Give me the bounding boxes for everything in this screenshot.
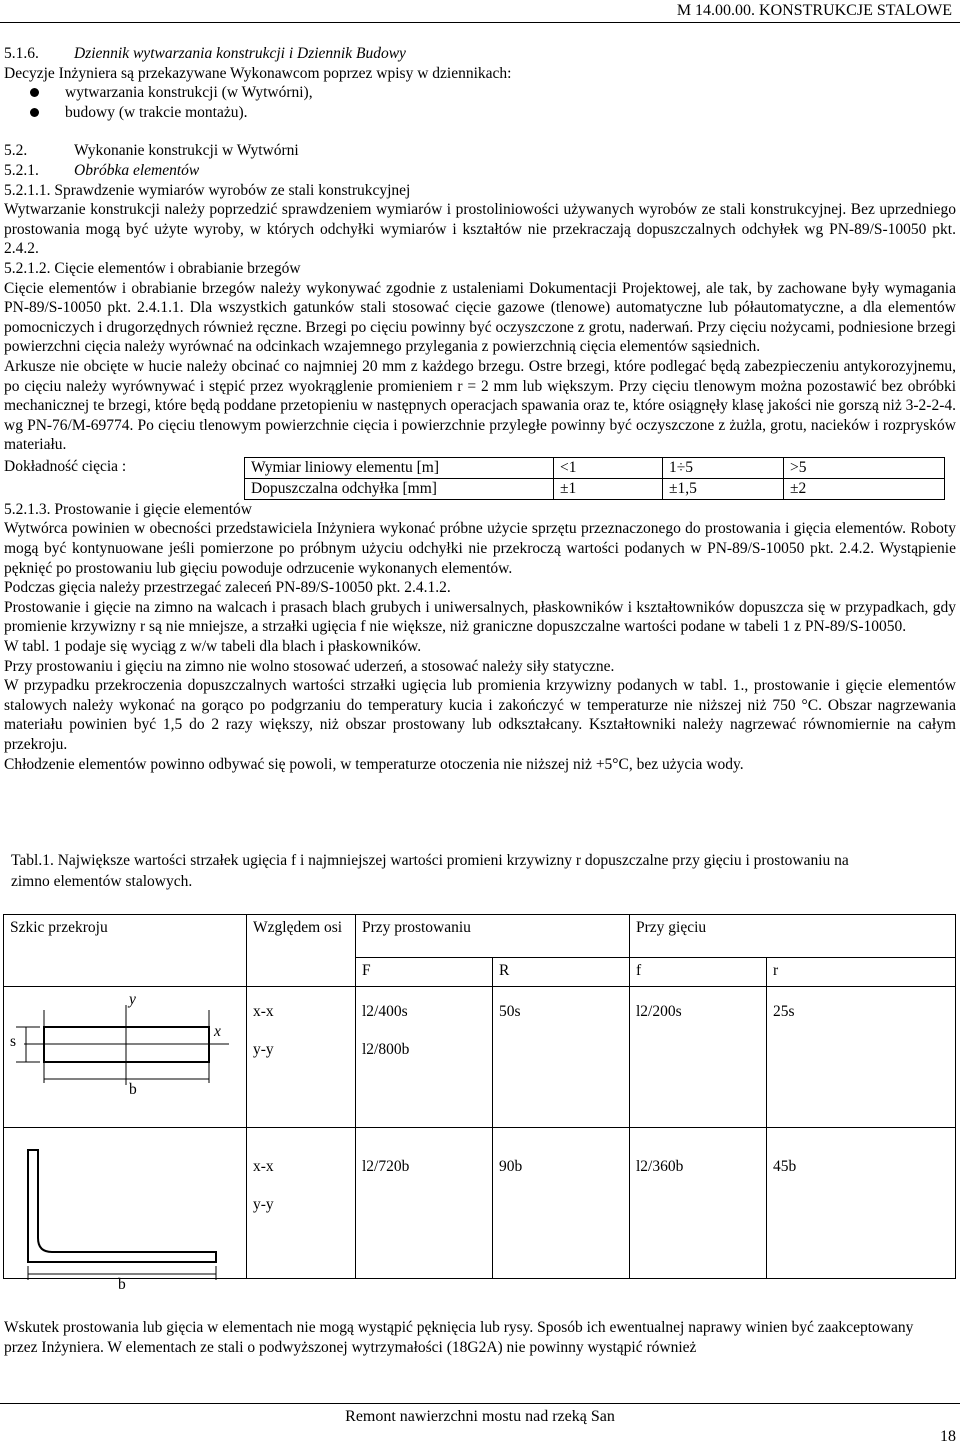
paragraph: Cięcie elementów i obrabianie brzegów należy wykonywać zgodnie z ustaleniami Dokumentacji Projektowej, ale tak, by zachowane były wymagania PN-89/S-10050 pkt. 2.4.1.1. Dla wszystkich gatunków stali stosować cięcie gazowe (tlenowe) automatyczne lub półautomatyczne, a dla elementów pomocniczych i drugorzędnych również ręczne. Brzegi po cięciu powinny być oczyszczone z grotu, naderwań. Przy cięciu nożycami, podniesione brzegi powierzchni cięcia należy wyrównać na odcinkach wzajemnego przylegania z powierzchnią cięcia elementów sąsiednich.: [4, 279, 956, 356]
section-number: 5.2.: [4, 142, 28, 160]
paragraph: Chłodzenie elementów powinno odbywać się powoli, w temperaturze otoczenia nie niższej niż +5°C, bez użycia wody.: [4, 755, 744, 773]
sketch-cell-flat: [4, 987, 247, 1128]
header-cell-straight: Przy prostowaniu: [356, 915, 630, 958]
sketch-cell-angle: [4, 1128, 247, 1293]
section-heading: [4, 161, 956, 181]
table-cell: Wymiar liniowy elementu [m]: [245, 457, 554, 478]
value-f: l2/360b: [630, 1128, 767, 1279]
table-cell: [356, 987, 493, 1128]
axis-xx: x-x: [253, 1158, 274, 1175]
header-cell-sketch: Szkic przekroju: [4, 915, 247, 987]
table-cell: 1÷5: [663, 457, 784, 478]
header-cell-R: R: [493, 958, 630, 987]
paragraph: Przy prostowaniu i gięciu na zimno nie wolno stosować uderzeń, a stosować należy siły statyczne.: [4, 657, 615, 675]
paragraph: Wytwarzanie konstrukcji należy poprzedzić sprawdzeniem wymiarów i prostoliniowości używanych wyrobów ze stali konstrukcyjnej. Bez uprzedniego prostowania mogą być użyte wyroby, w których odchyłki wymiarów i kształtów nie przekraczają dopuszczalnych odchyłek wg PN-89/S-10050 pkt. 2.4.2.: [4, 201, 956, 258]
table-cell: ±1,5: [663, 478, 784, 499]
dim-label-b: b: [129, 1081, 137, 1098]
footer-rule: [0, 1403, 960, 1404]
table-row: [4, 987, 956, 1128]
value-f: l2/200s: [630, 987, 767, 1128]
paragraph: Wytwórca powinien w obecności przedstawiciela Inżyniera wykonać próbne użycie sprzętu przeznaczonego do prostowania i gięcia elementów. Roboty mogą być kontynuowane jeśli pomierzone po próbnym użyciu odchyłki nie przekroczą wartości podanych w PN-89/S-10050 pkt. 2.4.2. Wystąpienie pęknięć po prostowaniu lub gięciu powoduje odrzucenie wykonanych elementów.: [4, 520, 956, 577]
table-header-row: [4, 915, 956, 958]
paragraph: Decyzje Inżyniera są przekazywane Wykonawcom poprzez wpisy w dziennikach:: [4, 64, 512, 82]
paragraph: Podczas gięcia należy przestrzegać zaleceń PN-89/S-10050 pkt. 2.4.1.2.: [4, 579, 451, 597]
header-cell-bend: Przy gięciu: [630, 915, 956, 958]
paragraph: Arkusze nie obcięte w hucie należy obcinać co najmniej 20 mm z każdego brzegu. Ostre brzegi, które podlegać będą zabezpieczeniu antykorozyjnemu, po cięciu należy wyrównywać i stępić przez wyokrąglenie promieniem r = 2 mm lub większym. Przy cięciu tlenowym można pozostawić bez obróbki mechanicznej te brzegi, które będą poddane przetopieniu w następnych operacjach spawania oraz te, które osiągnęły klasę jakości nie gorszą niż 3-2-2-4. wg PN-76/M-69774. Po cięciu tlenowym powierzchnie cięcia i powierzchnie przyległe powinny być oczyszczone z żużla, grotu, nacieków i rozprysków materiału.: [4, 357, 956, 454]
section-number: 5.2.1.: [4, 161, 39, 179]
bullet-icon: [30, 108, 39, 117]
table-cell: [247, 1128, 356, 1279]
axis-label-x: x: [214, 1023, 221, 1040]
value-r: 45b: [767, 1128, 956, 1279]
section-title: Wykonanie konstrukcji w Wytwórni: [74, 142, 299, 160]
axis-yy: y-y: [253, 1041, 274, 1058]
table-row: [245, 457, 945, 478]
value-F: l2/720b: [356, 1128, 493, 1279]
value-r: 25s: [767, 987, 956, 1128]
cutting-accuracy: [4, 455, 956, 500]
page-number: 18: [940, 1428, 956, 1445]
paragraph: Prostowanie i gięcie na zimno na walcach i prasach blach grubych i uniwersalnych, płaskowników i kształtowników dopuszcza się w przypadkach, gdy promienie krzywizny r są nie mniejsze, a strzałki ugięcia f nie większe, niż graniczne dopuszczalne wartości podane w tabeli 1 z PN-89/S-10050.: [4, 598, 956, 636]
axis-label-y: y: [129, 991, 136, 1008]
paragraph: W tabl. 1 podaje się wyciąg z w/w tabeli dla blach i płaskowników.: [4, 638, 422, 656]
header-cell-r: r: [767, 958, 956, 987]
bending-table: [3, 914, 956, 1293]
table-row: [245, 478, 945, 499]
list-item: [4, 103, 956, 123]
value-R: 50s: [493, 987, 630, 1128]
page-footer: Remont nawierzchni mostu nad rzeką San: [345, 1408, 615, 1425]
bullet-icon: [30, 88, 39, 97]
angle-section-sketch: [4, 1128, 240, 1294]
table-row: [4, 1128, 956, 1279]
section-heading: [4, 141, 956, 161]
page-header-title: M 14.00.00. KONSTRUKCJE STALOWE: [676, 2, 952, 19]
list-item-text: wytwarzania konstrukcji (w Wytwórni),: [65, 84, 313, 102]
dim-label-b: b: [118, 1276, 126, 1293]
document-body: [4, 44, 956, 774]
paragraph: Wskutek prostowania lub gięcia w elementach nie mogą wystąpić pęknięcia lub rysy. Sposób ich ewentualnej naprawy winien być zaakceptowany przez Inżyniera. W elementach ze stali o podwyższonej wytrzymałości (18G2A) nie powinny wystąpić również: [4, 1319, 914, 1356]
list-item: [4, 83, 956, 103]
section-title: Dziennik wytwarzania konstrukcji i Dziennik Budowy: [74, 45, 406, 62]
header-cell-f: f: [630, 958, 767, 987]
table-cell: Dopuszczalna odchyłka [mm]: [245, 478, 554, 499]
flat-bar-sketch: [4, 987, 240, 1133]
table-cell: ±2: [784, 478, 945, 499]
paragraph: W przypadku przekroczenia dopuszczalnych wartości strzałki ugięcia lub promienia krzywizny podanych w tabl. 1., prostowanie i gięcie elementów stalowych należy wykonać na gorąco po podgrzaniu do temperatury kucia i zakończyć w temperaturze nie niższej niż 750 °C. Obszar nagrzewania materiału powinien być 1,5 do 2 razy większy, niż obszar prostowany lub odkształcany. Kształtowniki należy nagrzewać równomiernie na całym przekroju.: [4, 677, 956, 753]
value-F: l2/400s: [362, 1003, 408, 1020]
table-caption: Tabl.1. Największe wartości strzałek ugięcia f i najmniejszej wartości promieni krzywizny r dopuszczalne przy gięciu i prostowaniu na zimno elementów stalowych.: [11, 852, 849, 890]
header-rule: [0, 22, 960, 23]
value-F: l2/800b: [362, 1041, 410, 1058]
dim-label-s: s: [10, 1033, 17, 1050]
cutting-accuracy-label: Dokładność cięcia :: [4, 457, 127, 475]
subsection-title: 5.2.1.3. Prostowanie i gięcie elementów: [4, 500, 252, 518]
subsection-title: 5.2.1.1. Sprawdzenie wymiarów wyrobów ze stali konstrukcyjnej: [4, 181, 411, 199]
table-cell: [247, 987, 356, 1128]
value-R: 90b: [493, 1128, 630, 1279]
list-item-text: budowy (w trakcie montażu).: [65, 103, 248, 121]
section-title: Obróbka elementów: [74, 161, 200, 179]
subsection-title: 5.2.1.2. Cięcie elementów i obrabianie brzegów: [4, 259, 301, 277]
table-cell: >5: [784, 457, 945, 478]
section-number: 5.1.6.: [4, 45, 39, 62]
axis-xx: x-x: [253, 1003, 274, 1020]
axis-yy: y-y: [253, 1196, 274, 1213]
accuracy-table: [244, 457, 945, 500]
header-cell-axis: Względem osi: [247, 915, 356, 987]
table-cell: <1: [554, 457, 663, 478]
section-heading: [4, 44, 956, 64]
header-cell-F: F: [356, 958, 493, 987]
table-cell: ±1: [554, 478, 663, 499]
